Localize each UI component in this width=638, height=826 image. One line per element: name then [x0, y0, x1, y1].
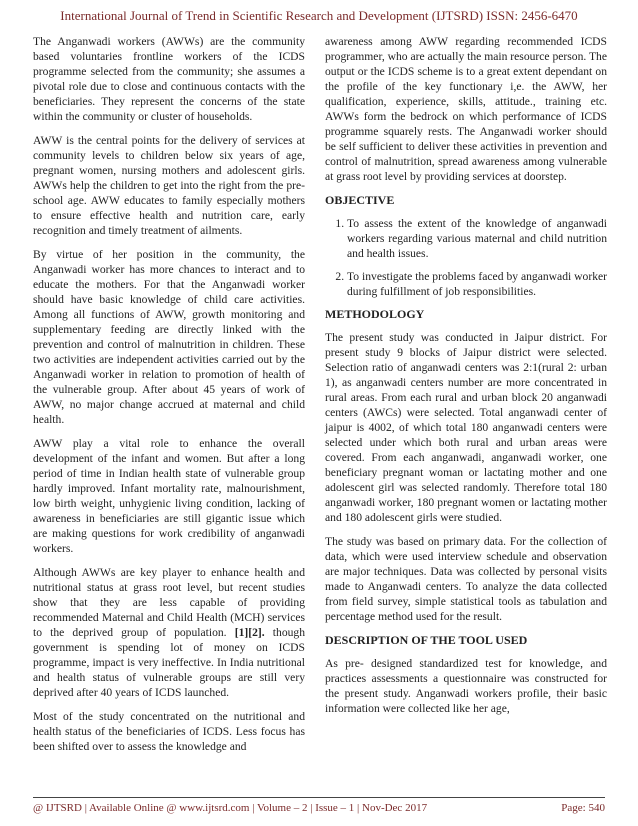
paragraph: The study was based on primary data. For the collection of data, which were used interview schedule and observation are major techniques. Data was collected by personal visits made to Anganwadi centers. To analyze the data collected from field survey, simple statistical tools as tabulation and percentage method used for the result. — [325, 535, 607, 623]
page-footer — [33, 802, 605, 814]
paragraph — [33, 565, 305, 700]
methodology-heading: METHODOLOGY — [325, 307, 425, 321]
page-number: Page: 540 — [561, 802, 605, 814]
list-item: 2. To investigate the problems faced by anganwadi worker during fulfillment of job responsibilities. — [347, 269, 607, 299]
paragraph-text: Although AWWs are key player to enhance health and nutritional status at grass root level, but recent studies show that they are less capable of providing recommended Maternal and Child Health (MCH) services to the deprived group of population. — [33, 566, 305, 639]
footer-divider — [33, 797, 605, 798]
paragraph: The Anganwadi workers (AWWs) are the community based voluntaries frontline workers of the ICDS programme selected from the community; she assumes a pivotal role due to close and continuous contacts with the beneficiaries. They represent the concerns of the state within the community or cluster of households. — [33, 35, 305, 123]
paragraph: Most of the study concentrated on the nutritional and health status of the beneficiaries of ICDS. Less focus has been shifted over to assess the knowledge and — [33, 710, 305, 753]
paragraph: awareness among AWW regarding recommended ICDS programmer, who are actually the main resource person. The output or the ICDS scheme is to a great extent dependant on the profile of the key functionary i,e. the AWW, her qualification, experience, skills, attitude., training etc. AWWs form the bedrock on which performance of ICDS programme squarely rests. The Anganwadi worker should be self sufficient to deliver these activities in prevention and control of malnutrition, spread awareness among vulnerable at grass root level by providing services at doorstep. — [325, 35, 607, 183]
list-item: 1. To assess the extent of the knowledge of anganwadi workers regarding various maternal and child nutrition and health issues. — [347, 216, 607, 261]
paragraph: AWW is the central points for the delivery of services at community levels to children below six years of age, pregnant women, nursing mothers and adolescent girls. AWWs help the children to get into the right from the pre-school age. AWW educates to family especially mothers to ensure effective health and nutrition care, early recognition and timely treatment of ailments. — [33, 134, 305, 237]
paragraph: By virtue of her position in the community, the Anganwadi worker has more chances to interact and to educate the mothers. For that the Anganwadi worker should have basic knowledge of child care activities. Among all functions of AWW, growth monitoring and supplementary feeding are directly linked with the prevention and control of malnutrition in children. These two activities are independent activities carried out by the Anganwadi worker in relation to promotion of health of the vulnerable group. After about 45 years of work of AWW, no major change accrued at maternal and child health. — [33, 248, 305, 426]
objective-heading: OBJECTIVE — [325, 193, 395, 207]
left-column — [33, 34, 305, 763]
paragraph-text: though government is spending lot of money on ICDS programme, impact is very ineffective. In India nutritional and health status of vulnerable groups are still very deprived after 40 years of ICDS launched. — [33, 626, 306, 699]
journal-header: International Journal of Trend in Scientific Research and Development (IJTSRD) ISSN: 2456-6470 — [60, 8, 578, 23]
tool-description-heading: DESCRIPTION OF THE TOOL USED — [325, 633, 528, 647]
objective-list — [325, 216, 607, 299]
paragraph: The present study was conducted in Jaipur district. For present study 9 blocks of Jaipur district were selected. Selection ratio of anganwadi centers was 2:1(rural 2: urban 1), as anganwadi centers number are more concentrated in rural areas. From each rural and urban block 20 anganwadi centers (AWCs) were selected. Total anganwadi center of jaipur is 4002, of which total 180 anganwadi centers were selected under which both rural and urban areas were covered. From each anganwadi, anganwadi worker, one beneficiary pregnant woman or lactating mother and one adolescent girl was selected randomly. Therefore total 180 anganwadi worker, 180 pregnant women or lactating mother and 180 adolescent girls were studied. — [325, 331, 607, 524]
citation-reference: [1][2]. — [234, 626, 265, 639]
right-column — [325, 34, 607, 725]
paragraph: AWW play a vital role to enhance the overall development of the infant and women. But after a long period of time in Indian health state of vulnerable group hardly improved. Infant mortality rate, malnourishment, low birth weight, unhygienic living condition, lacking of awareness in beneficiaries are still gigantic issue which are making questions for work credibility of anganwadi workers. — [33, 437, 305, 555]
paragraph: As pre- designed standardized test for knowledge, and practices assessments a questionnaire was constructed for the present study. Anganwadi workers profile, their basic information were collected like her age, — [325, 657, 607, 715]
footer-info: @ IJTSRD | Available Online @ www.ijtsrd.com | Volume – 2 | Issue – 1 | Nov-Dec 2017 — [33, 802, 428, 814]
